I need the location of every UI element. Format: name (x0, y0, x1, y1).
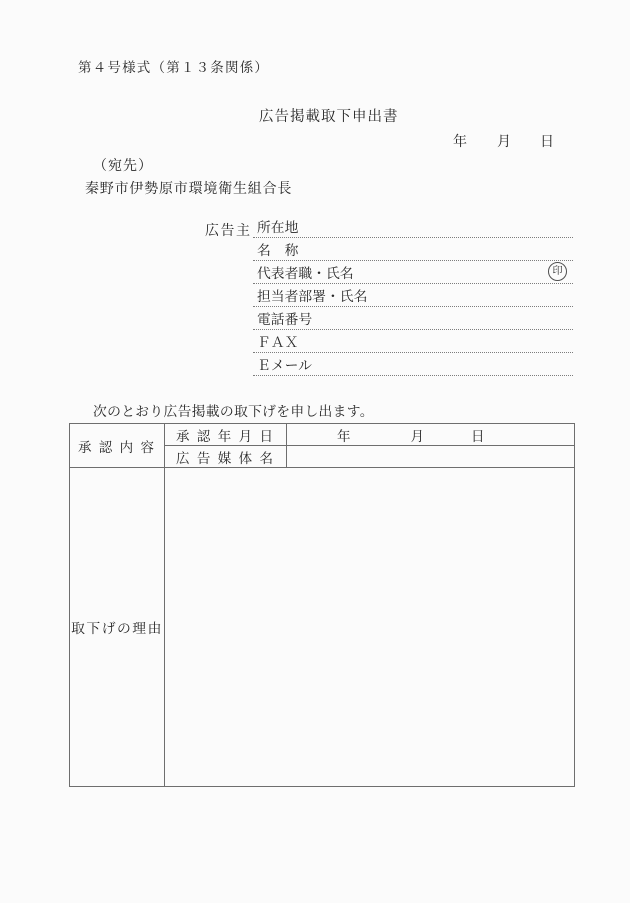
media-name-label-cell: 広 告 媒 体 名 (165, 446, 287, 468)
withdrawal-reason-value-cell (165, 468, 575, 787)
recipient-name: 秦野市伊勢原市環境衛生組合長 (85, 182, 293, 197)
field-row-name (253, 238, 573, 261)
field-label-name: 名 称 (257, 243, 299, 258)
statement-text: 次のとおり広告掲載の取下げを申し出ます。 (93, 404, 374, 419)
approval-date-value-cell (287, 424, 575, 446)
approval-date-label-cell: 承 認 年 月 日 (165, 424, 287, 446)
field-label-email: Ｅメール (257, 358, 312, 373)
date-month-label: 月 (497, 135, 511, 150)
field-label-address: 所在地 (257, 220, 299, 235)
media-name-value-cell (287, 446, 575, 468)
field-row-email (253, 353, 573, 376)
field-row-contact-person (253, 284, 573, 307)
seal-mark-icon (548, 262, 567, 281)
approval-date-month-label: 月 (410, 428, 424, 444)
date-year-label: 年 (453, 135, 467, 150)
field-row-address (253, 215, 573, 238)
field-row-phone (253, 307, 573, 330)
document-title: 広告掲載取下申出書 (259, 109, 399, 125)
recipient-prefix: （宛先） (93, 159, 153, 174)
field-label-fax: ＦＡＸ (257, 335, 299, 350)
withdrawal-reason-label-cell: 取下げの理由 (70, 468, 165, 787)
field-label-contact-person: 担当者部署・氏名 (257, 289, 368, 304)
approval-table (69, 423, 575, 787)
field-label-representative: 代表者職・氏名 (257, 266, 354, 281)
field-row-fax (253, 330, 573, 353)
withdrawal-reason-row (70, 468, 575, 787)
advertiser-label: 広告主 (205, 224, 252, 239)
approval-content-header-cell: 承 認 内 容 (70, 424, 165, 468)
seal-character: 印 (552, 265, 563, 277)
date-line (453, 131, 563, 149)
date-day-label: 日 (540, 135, 554, 150)
field-label-phone: 電話番号 (257, 312, 313, 327)
approval-date-year-label: 年 (337, 428, 351, 444)
form-number: 第４号様式（第１３条関係） (78, 60, 270, 75)
approval-date-day-label: 日 (471, 428, 485, 444)
field-row-representative (253, 261, 573, 284)
approval-date-row (70, 424, 575, 446)
